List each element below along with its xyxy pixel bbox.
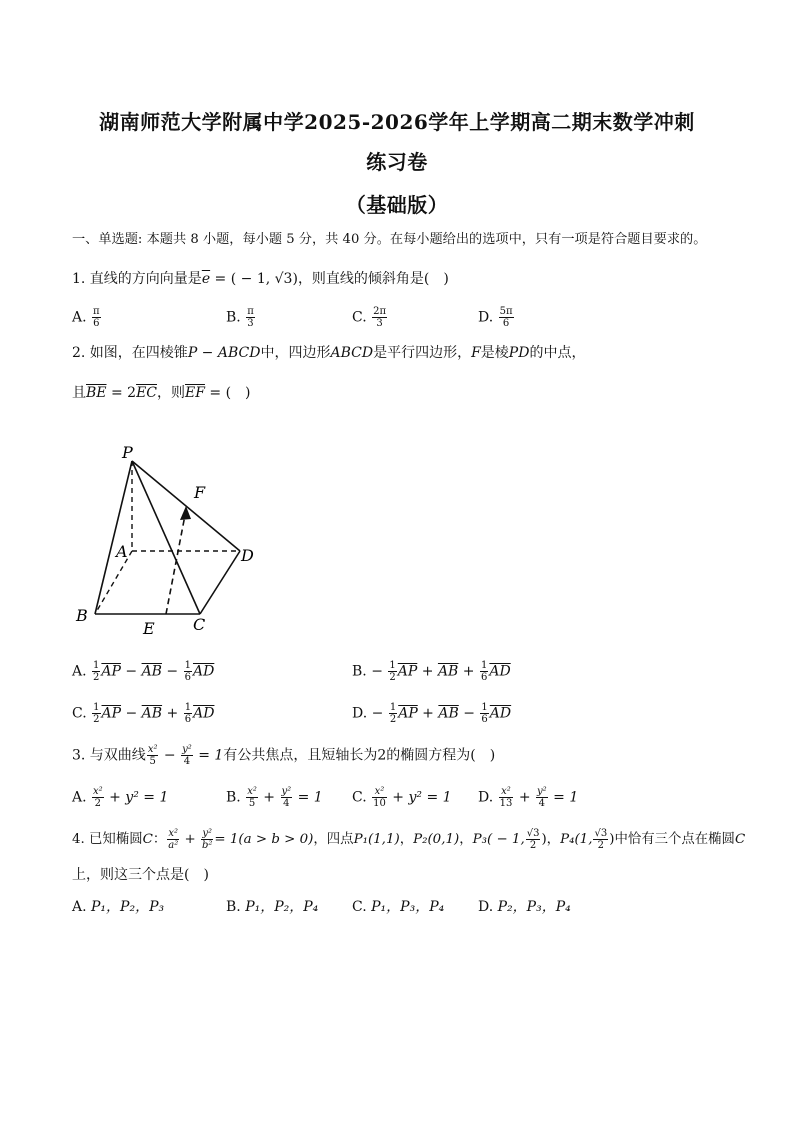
option-c[interactable]: C. $\frac{\text{x²}}{10}$ + y² = 1 [352, 786, 452, 809]
question-4-line2: 上，则这三个点是( ) [72, 867, 209, 883]
section-heading: 一、单选题: 本题共 8 小题，每小题 5 分，共 40 分。在每小题给出的选项中，只有一项是符合题目要求的。 [72, 232, 707, 247]
label-p: P [122, 443, 133, 462]
label-e: E [143, 619, 155, 638]
label-d: D [241, 546, 254, 565]
option-b[interactable]: B. − $\frac{1}{2}$ $\overline{AP} + \overline{AB}$ + $\frac{1}{6}$ $\overline{AD}$ [352, 660, 511, 683]
question-2: 2. 如图，在四棱锥P − ABCD中，四边形ABCD是平行四边形，F是棱PD的中点， [72, 345, 586, 361]
option-a[interactable]: A. $\frac{\text{x²}}{2}$ + y² = 1 [72, 786, 169, 809]
option-c[interactable]: C. P₁，P₃，P₄ [352, 899, 445, 915]
option-d[interactable]: D. − $\frac{1}{2}$ $\overline{AP} + \overline{AB}$ − $\frac{1}{6}$ $\overline{AD}$ [352, 702, 512, 725]
option-a[interactable]: A. $\frac{1}{2}$ $\overline{AP} - \overline{AB}$ − $\frac{1}{6}$ $\overline{AD}$ [72, 660, 215, 683]
option-c[interactable]: C. $\frac{2\pi}{3}$ [352, 306, 387, 329]
option-d[interactable]: D. P₂，P₃，P₄ [478, 899, 571, 915]
question-3: 3. 与双曲线 $\frac{\text{x²}}{5}$ − $\frac{\text{y²}}{4}$ = 1有公共焦点，且短轴长为2的椭圆方程为( ) [72, 744, 496, 767]
question-2-line2: 且$\overline{BE} = 2\overline{EC}$，则$\overline{EF}$ = ( ) [72, 385, 251, 401]
pyramid-figure [60, 440, 280, 640]
option-d[interactable]: D. $\frac{5\pi}{6}$ [478, 306, 513, 329]
option-b[interactable]: B. P₁，P₂，P₄ [226, 899, 319, 915]
option-d[interactable]: D. $\frac{\text{x²}}{13}$ + $\frac{\text{y²}}{4}$ = 1 [478, 786, 579, 809]
option-b[interactable]: B. $\frac{\pi}{3}$ [226, 306, 254, 329]
exam-title: 湖南师范大学附属中学2025-2026学年上学期高二期末数学冲刺 [99, 110, 695, 134]
label-c: C [193, 615, 206, 634]
exam-edition: （基础版） [345, 193, 449, 217]
question-1: 1. 直线的方向向量是$\overline{e}$ = ( − 1, √3)，则直线的倾斜角是( ) [72, 271, 449, 287]
label-f: F [194, 483, 206, 502]
option-c[interactable]: C. $\frac{1}{2}$ $\overline{AP} - \overline{AB}$ + $\frac{1}{6}$ $\overline{AD}$ [72, 702, 215, 725]
option-b[interactable]: B. $\frac{\text{x²}}{5}$ + $\frac{\text{y²}}{4}$ = 1 [226, 786, 323, 809]
label-a: A [116, 542, 128, 561]
question-4: 4. 已知椭圆C： $\frac{\text{x²}}{\text{a²}}$ + $\frac{\text{y²}}{\text{b²}}$ = 1(a > b > 0)，四点P₁(1,1)，P₂(0,1)，P₃( − 1, $\frac{√3}{2}$ )，P₄(1, $\frac{√3}{2}$ )中恰有三个点在椭圆C [72, 828, 746, 851]
vector-e: $\overline{e}$ [201, 271, 211, 287]
option-a[interactable]: A. $\frac{\pi}{6}$ [72, 306, 100, 329]
label-b: B [76, 606, 88, 625]
option-a[interactable]: A. P₁，P₂，P₃ [72, 899, 165, 915]
exam-title-line2: 练习卷 [366, 150, 428, 174]
